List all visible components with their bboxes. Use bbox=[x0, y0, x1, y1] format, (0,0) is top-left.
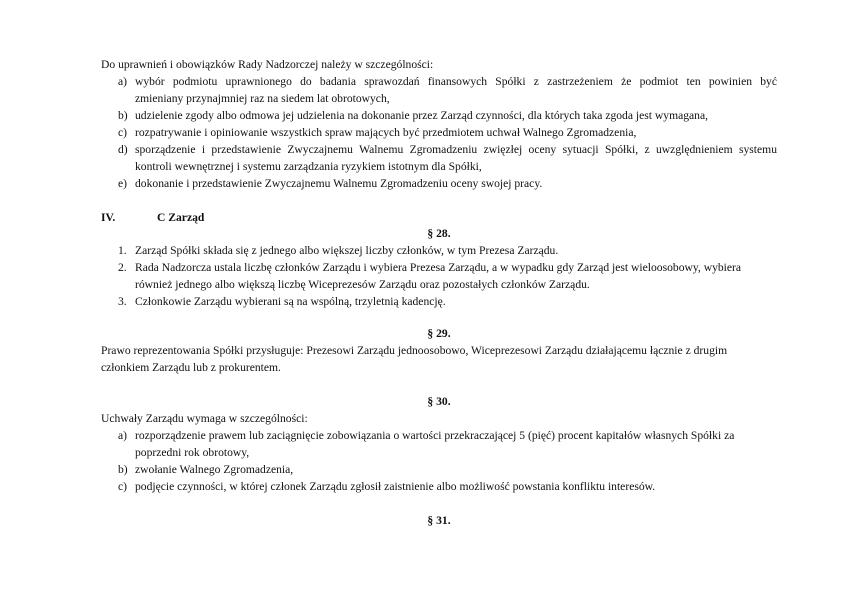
list-item bbox=[101, 259, 777, 293]
list-item bbox=[101, 242, 777, 259]
list-marker: 2. bbox=[118, 261, 127, 274]
list-marker: c) bbox=[118, 480, 128, 493]
list-item-line: Zarząd Spółki składa się z jednego albo większej liczby członków, w tym Prezesa Zarządu. bbox=[135, 244, 559, 257]
paragraph-heading: § 29. bbox=[427, 327, 451, 340]
list-item bbox=[101, 478, 777, 495]
list-item bbox=[101, 461, 777, 478]
list-item-line: rozpatrywanie i opiniowanie wszystkich spraw mających być przedmiotem uchwał Walnego Zgromadzenia, bbox=[135, 126, 637, 139]
paragraph-heading: § 28. bbox=[427, 227, 451, 240]
list-item-line: również jednego albo większą liczbę Wiceprezesów Zarządu oraz pozostałych członków Zarządu. bbox=[135, 278, 590, 291]
list-marker: a) bbox=[118, 429, 128, 442]
list-marker: d) bbox=[118, 143, 128, 156]
list-item-line: zwołanie Walnego Zgromadzenia, bbox=[135, 463, 294, 476]
list-item-line: poprzedni rok obrotowy, bbox=[135, 446, 250, 459]
paragraph-29 bbox=[101, 325, 777, 376]
paragraph-28 bbox=[101, 225, 777, 310]
list-marker: a) bbox=[118, 75, 128, 88]
list-marker: 3. bbox=[118, 295, 127, 308]
list-item-line: podjęcie czynności, w której członek Zarządu zgłosił zaistnienie albo możliwość powstania konfliktu interesów. bbox=[135, 480, 656, 493]
list-item bbox=[101, 175, 777, 192]
list-marker: 1. bbox=[118, 244, 127, 257]
paragraph-line: członkiem Zarządu lub z prokurentem. bbox=[101, 361, 281, 374]
paragraph-line: Prawo reprezentowania Spółki przysługuje: Prezesowi Zarządu jednoosobowo, Wiceprezesowi Zarządu działającemu łącznie z drugim bbox=[101, 344, 728, 357]
paragraph-heading: § 30. bbox=[427, 395, 451, 408]
list-item-line: Rada Nadzorcza ustala liczbę członków Zarządu i wybiera Prezesa Zarządu, a w wypadku gdy Zarząd jest wieloosobowy, wybiera bbox=[135, 261, 742, 274]
list-item-line: udzielenie zgody albo odmowa jej udzielenia na dokonanie przez Zarząd czynności, dla których taka zgoda jest wymagana, bbox=[135, 109, 709, 122]
list-item-line: Członkowie Zarządu wybierani są na wspólną, trzyletnią kadencję. bbox=[135, 295, 446, 308]
list-item bbox=[101, 73, 777, 107]
list-item bbox=[101, 141, 777, 175]
list-marker: b) bbox=[118, 109, 128, 122]
list-item bbox=[101, 124, 777, 141]
list-item-line: dokonanie i przedstawienie Zwyczajnemu Walnemu Zgromadzeniu oceny swojej pracy. bbox=[135, 177, 543, 190]
section-number: IV. bbox=[101, 211, 116, 224]
rada-section bbox=[101, 56, 777, 192]
list-item bbox=[101, 293, 777, 310]
rada-intro: Do uprawnień i obowiązków Rady Nadzorczej należy w szczególności: bbox=[101, 58, 434, 71]
list-marker: c) bbox=[118, 126, 128, 139]
section-title: C Zarząd bbox=[157, 211, 205, 224]
paragraph-heading: § 31. bbox=[427, 514, 451, 527]
list-item bbox=[101, 427, 777, 461]
list-marker: b) bbox=[118, 463, 128, 476]
list-item bbox=[101, 107, 777, 124]
list-item-line: rozporządzenie prawem lub zaciągnięcie zobowiązania o wartości przekraczającej 5 (pięć) procent kapitałów własnych Spółki za bbox=[135, 429, 735, 442]
paragraph-30 bbox=[101, 393, 777, 495]
list-marker: e) bbox=[118, 177, 128, 190]
list-item-line: kontroli wewnętrznej i systemu zarządzania ryzykiem istotnym dla Spółki, bbox=[135, 160, 482, 173]
list-item-line: wybór podmiotu uprawnionego do badania sprawozdań finansowych Spółki z zastrzeżeniem że podmiot ten powinien być bbox=[135, 75, 777, 88]
paragraph-intro: Uchwały Zarządu wymaga w szczególności: bbox=[101, 412, 308, 425]
list-item-line: sporządzenie i przedstawienie Zwyczajnemu Walnemu Zgromadzeniu zwięzłej oceny sytuacji Spółki, z uwzględnieniem systemu bbox=[135, 143, 777, 156]
list-item-line: zmieniany przynajmniej raz na siedem lat obrotowych, bbox=[135, 92, 390, 105]
